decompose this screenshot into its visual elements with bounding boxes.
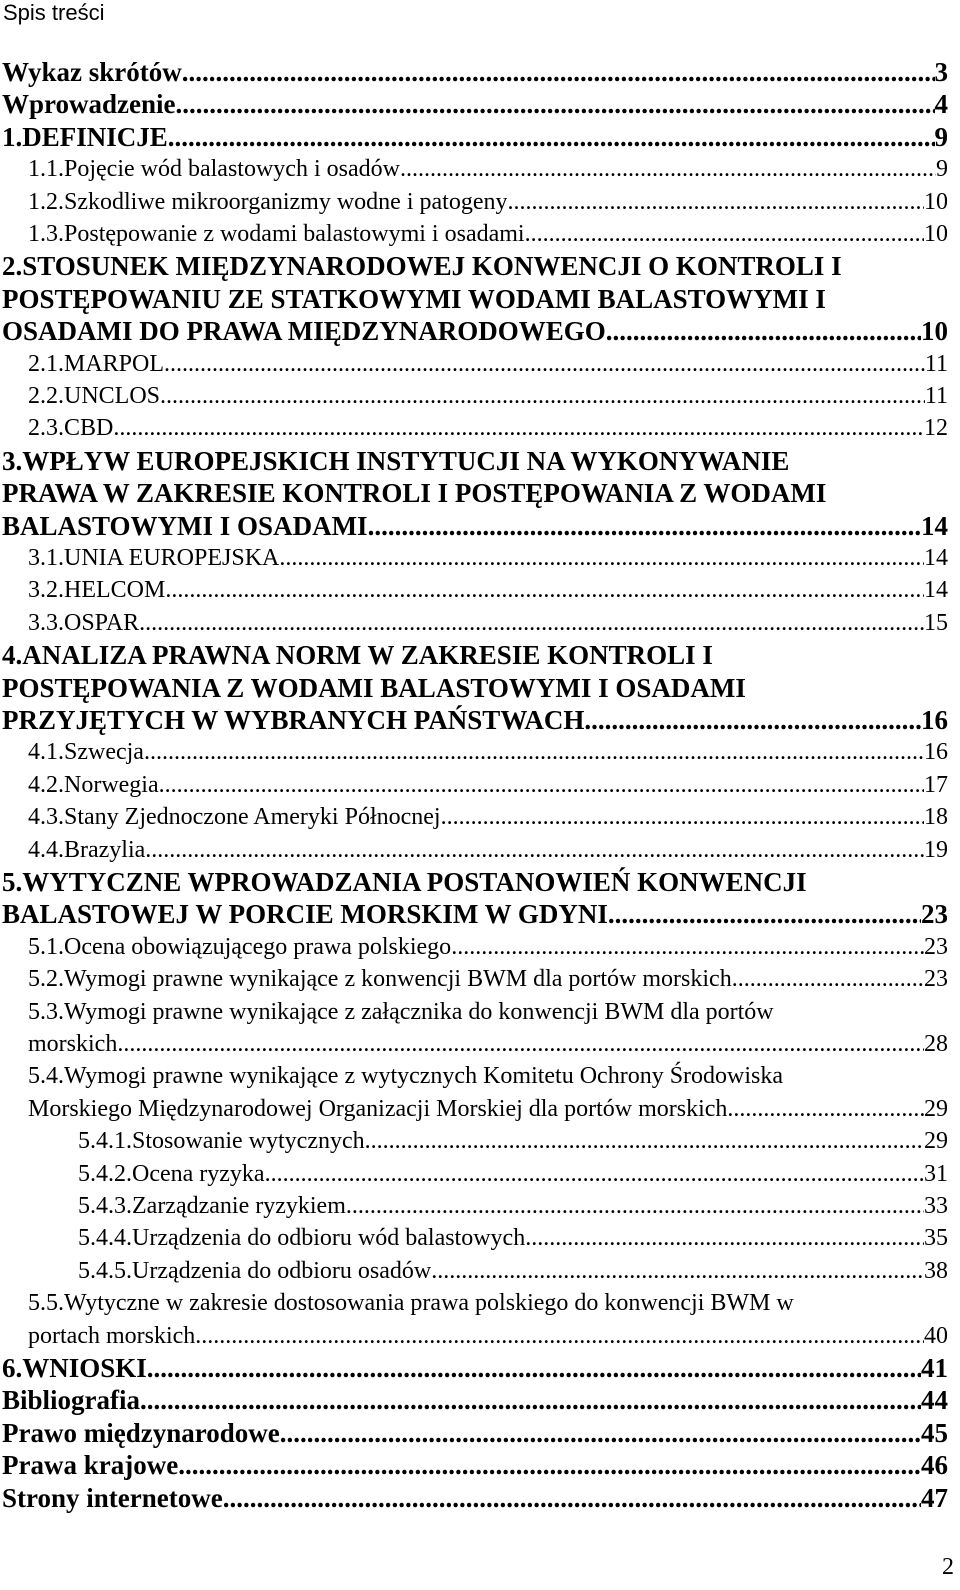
toc-entry-number: 5.4.	[28, 1063, 64, 1089]
toc-entry-title: Wytyczne w zakresie dostosowania prawa polskiego do konwencji BWM w	[64, 1290, 794, 1316]
toc-entry-title: HELCOM	[64, 577, 166, 603]
toc-entry[interactable]	[28, 801, 948, 833]
toc-entry-page: 19	[924, 837, 948, 863]
toc-entry[interactable]	[2, 510, 948, 542]
toc-entry-page: 40	[924, 1323, 948, 1349]
toc-entry-title: Szwecja	[64, 739, 144, 765]
toc-entry-page: 11	[924, 383, 948, 409]
toc-entry-title: Strony internetowe	[2, 1483, 223, 1513]
toc-entry-number: 3.3.	[28, 610, 64, 636]
toc-entry-page: 31	[924, 1161, 948, 1187]
toc-entry-title: Wymogi prawne wynikające z konwencji BWM dla portów morskich	[64, 966, 732, 992]
toc-entry-title: Prawa krajowe	[2, 1450, 179, 1480]
toc-entry-page: 14	[924, 545, 948, 571]
toc-entry-title: Prawo międzynarodowe	[2, 1418, 280, 1448]
toc-leader-dots	[584, 704, 921, 736]
toc-entry-number: 1.3.	[28, 221, 64, 247]
toc-entry-title: BALASTOWYMI I OSADAMI	[2, 511, 368, 541]
toc-leader-dots	[139, 607, 924, 639]
toc-entry-page: 23	[924, 934, 948, 960]
toc-entry-title: MARPOL	[64, 351, 165, 377]
toc-entry-title: portach morskich	[28, 1323, 196, 1349]
toc-entry-title: Wykaz skrótów	[2, 57, 182, 87]
toc-entry-line	[2, 445, 789, 477]
toc-entry-line	[2, 250, 842, 282]
toc-entry-number: 3.1.	[28, 545, 64, 571]
toc-entry[interactable]	[28, 769, 948, 801]
toc-entry-number: 5.4.5.	[78, 1258, 132, 1284]
toc-entry-line	[2, 672, 746, 704]
toc-entry-page: 12	[924, 415, 948, 441]
toc-entry-number: 4.	[2, 640, 23, 670]
toc-entry-page: 33	[924, 1193, 948, 1219]
toc-leader-dots	[140, 1384, 921, 1416]
toc-entry-title: OSPAR	[64, 610, 140, 636]
toc-entry[interactable]	[28, 542, 948, 574]
toc-entry-title: CBD	[64, 415, 114, 441]
toc-leader-dots	[145, 834, 924, 866]
toc-leader-dots	[176, 88, 935, 120]
toc-leader-dots	[144, 736, 924, 768]
toc-entry-line	[2, 477, 826, 509]
toc-entry-page: 16	[921, 705, 948, 735]
toc-entry[interactable]	[78, 1125, 948, 1157]
toc-leader-dots	[606, 315, 921, 347]
toc-entry-number: 3.	[2, 446, 23, 476]
toc-entry[interactable]	[2, 1449, 948, 1481]
toc-entry-page: 41	[921, 1353, 948, 1383]
toc-entry[interactable]	[28, 348, 948, 380]
toc-entry-page: 28	[924, 1031, 948, 1057]
toc-entry-number: 3.2.	[28, 577, 64, 603]
toc-entry-page: 9	[936, 156, 948, 182]
toc-entry-title: WNIOSKI	[22, 1353, 147, 1383]
toc-entry-number: 5.	[2, 867, 23, 897]
toc-entry-title: Zarządzanie ryzykiem	[132, 1193, 346, 1219]
toc-entry-page: 44	[921, 1385, 948, 1415]
toc-leader-dots	[164, 348, 925, 380]
toc-leader-dots	[147, 1352, 921, 1384]
toc-entry-title: Ocena obowiązującego prawa polskiego	[64, 934, 452, 960]
toc-entry-page: 10	[924, 221, 948, 247]
toc-leader-dots	[165, 574, 924, 606]
toc-entry[interactable]	[28, 834, 948, 866]
toc-leader-dots	[451, 931, 924, 963]
toc-entry-number: 1.	[2, 122, 23, 152]
toc-entry-number: 5.4.3.	[78, 1193, 132, 1219]
toc-entry-number: 5.2.	[28, 966, 64, 992]
toc-entry-number: 4.4.	[28, 837, 64, 863]
toc-entry-page: 18	[924, 804, 948, 830]
toc-entry-page: 29	[924, 1096, 948, 1122]
toc-entry-title: Postępowanie z wodami balastowymi i osadami	[64, 221, 525, 247]
toc-entry[interactable]	[2, 88, 948, 120]
toc-leader-dots	[265, 1158, 924, 1190]
toc-entry-number: 4.1.	[28, 739, 64, 765]
toc-entry-page: 14	[924, 577, 948, 603]
toc-leader-dots	[178, 1449, 921, 1481]
toc-entry-page: 14	[921, 511, 948, 541]
toc-entry-title: DEFINICJE	[22, 122, 168, 152]
toc-leader-dots	[346, 1190, 924, 1222]
toc-entry-line	[2, 283, 826, 315]
toc-entry[interactable]	[28, 186, 948, 218]
toc-entry-line	[28, 996, 774, 1028]
toc-entry-number: 2.	[2, 251, 23, 281]
toc-entry[interactable]	[2, 1352, 948, 1384]
toc-entry-title: UNIA EUROPEJSKA	[64, 545, 280, 571]
toc-entry-title: Urządzenia do odbioru wód balastowych	[132, 1225, 526, 1251]
toc-entry-number: 5.5.	[28, 1290, 64, 1316]
toc-leader-dots	[507, 186, 924, 218]
toc-leader-dots	[279, 542, 924, 574]
toc-entry-number: 4.3.	[28, 804, 64, 830]
toc-entry-title: STOSUNEK MIĘDZYNARODOWEJ KONWENCJI O KONTROLI I	[22, 251, 842, 281]
toc-entry-title: Pojęcie wód balastowych i osadów	[64, 156, 400, 182]
toc-entry[interactable]	[78, 1190, 948, 1222]
toc-entry-number: 5.4.1.	[78, 1128, 132, 1154]
toc-entry-number: 5.4.4.	[78, 1225, 132, 1251]
toc-entry[interactable]	[28, 380, 948, 412]
toc-entry[interactable]	[28, 1093, 948, 1125]
toc-entry-title: WYTYCZNE WPROWADZANIA POSTANOWIEŃ KONWENCJI	[22, 867, 807, 897]
toc-entry[interactable]	[2, 56, 948, 88]
toc-entry-title: Wymogi prawne wynikające z wytycznych Komitetu Ochrony Środowiska	[64, 1063, 784, 1089]
page-number: 2	[942, 1554, 954, 1580]
toc-entry-page: 4	[934, 89, 948, 119]
toc-entry[interactable]	[28, 412, 948, 444]
toc-entry[interactable]	[28, 218, 948, 250]
toc-leader-dots	[400, 153, 936, 185]
toc-entry[interactable]	[78, 1222, 948, 1254]
toc-entry-number: 2.2.	[28, 383, 64, 409]
toc-leader-dots	[159, 769, 924, 801]
toc-entry[interactable]	[2, 898, 948, 930]
toc-leader-dots	[182, 56, 935, 88]
toc-entry[interactable]	[2, 315, 948, 347]
toc-entry-title: morskich	[28, 1031, 118, 1057]
toc-entry[interactable]	[78, 1255, 948, 1287]
toc-leader-dots	[168, 121, 935, 153]
toc-leader-dots	[368, 510, 921, 542]
toc-entry[interactable]	[2, 121, 948, 153]
toc-entry[interactable]	[2, 704, 948, 736]
toc-leader-dots	[113, 412, 924, 444]
toc-entry[interactable]	[2, 1482, 948, 1514]
toc-entry[interactable]	[28, 963, 948, 995]
toc-entry-page: 38	[924, 1258, 948, 1284]
toc-leader-dots	[727, 1093, 924, 1125]
toc-entry-title: Wymogi prawne wynikające z załącznika do konwencji BWM dla portów	[64, 999, 774, 1025]
toc-entry-page: 23	[924, 966, 948, 992]
toc-leader-dots	[525, 1222, 924, 1254]
toc-entry-title: Stany Zjednoczone Ameryki Północnej	[64, 804, 441, 830]
toc-entry-page: 45	[921, 1418, 948, 1448]
toc-entry-page: 23	[921, 899, 948, 929]
toc-entry-page: 46	[921, 1450, 948, 1480]
toc-leader-dots	[223, 1482, 921, 1514]
toc-entry-page: 9	[934, 122, 948, 152]
toc-leader-dots	[608, 898, 921, 930]
toc-leader-dots	[441, 801, 924, 833]
toc-entry-title: Ocena ryzyka	[132, 1161, 265, 1187]
toc-leader-dots	[365, 1125, 924, 1157]
toc-entry-title: Stosowanie wytycznych	[132, 1128, 365, 1154]
toc-leader-dots	[525, 218, 924, 250]
toc-entry[interactable]	[78, 1158, 948, 1190]
toc-entry-page: 16	[924, 739, 948, 765]
toc-entry-number: 5.1.	[28, 934, 64, 960]
toc-entry-title: BALASTOWEJ W PORCIE MORSKIM W GDYNI	[2, 899, 608, 929]
toc-leader-dots	[117, 1028, 924, 1060]
toc-entry-title: Wprowadzenie	[2, 89, 176, 119]
toc-entry-title: Bibliografia	[2, 1385, 141, 1415]
toc-entry-number: 2.3.	[28, 415, 64, 441]
toc-entry-page: 10	[924, 189, 948, 215]
toc-entry-line	[28, 1287, 794, 1319]
toc-entry-title: OSADAMI DO PRAWA MIĘDZYNARODOWEGO	[2, 316, 606, 346]
toc-entry[interactable]	[28, 607, 948, 639]
toc-entry[interactable]	[2, 1417, 948, 1449]
toc-entry[interactable]	[28, 153, 948, 185]
toc-entry-title: ANALIZA PRAWNA NORM W ZAKRESIE KONTROLI I	[22, 640, 713, 670]
toc-entry-title: Brazylia	[64, 837, 146, 863]
toc-leader-dots	[195, 1320, 924, 1352]
toc-entry-number: 1.1.	[28, 156, 64, 182]
toc-entry-number: 6.	[2, 1353, 23, 1383]
toc-entry-number: 1.2.	[28, 189, 64, 215]
toc-entry-line	[2, 866, 807, 898]
toc-entry[interactable]	[28, 1028, 948, 1060]
page-title: Spis treści	[3, 0, 105, 25]
toc-entry-page: 15	[924, 610, 948, 636]
toc-entry-title: POSTĘPOWANIU ZE STATKOWYMI WODAMI BALASTOWYMI I	[2, 284, 826, 314]
toc-leader-dots	[280, 1417, 921, 1449]
toc-leader-dots	[732, 963, 924, 995]
toc-entry[interactable]	[28, 931, 948, 963]
toc-entry-number: 5.3.	[28, 999, 64, 1025]
toc-entry-line	[2, 639, 713, 671]
toc-entry-page: 47	[921, 1483, 948, 1513]
toc-entry-line	[28, 1060, 783, 1092]
toc-entry-title: PRZYJĘTYCH W WYBRANYCH PAŃSTWACH	[2, 705, 585, 735]
toc-entry-page: 29	[924, 1128, 948, 1154]
toc-entry[interactable]	[28, 574, 948, 606]
toc-entry-title: WPŁYW EUROPEJSKICH INSTYTUCJI NA WYKONYWANIE	[22, 446, 790, 476]
toc-entry-page: 11	[924, 351, 948, 377]
toc-entry-page: 17	[924, 772, 948, 798]
toc-entry-number: 5.4.2.	[78, 1161, 132, 1187]
toc-entry-title: Szkodliwe mikroorganizmy wodne i patogeny	[64, 189, 508, 215]
toc-leader-dots	[431, 1255, 924, 1287]
toc-entry-page: 10	[921, 316, 948, 346]
toc-entry-title: POSTĘPOWANIA Z WODAMI BALASTOWYMI I OSADAMI	[2, 673, 746, 703]
toc-entry-title: PRAWA W ZAKRESIE KONTROLI I POSTĘPOWANIA Z WODAMI	[2, 478, 827, 508]
toc-entry-page: 3	[934, 57, 948, 87]
toc-leader-dots	[160, 380, 925, 412]
toc-entry-title: Norwegia	[64, 772, 159, 798]
toc-entry[interactable]	[28, 736, 948, 768]
toc-entry-page: 35	[924, 1225, 948, 1251]
toc-entry-title: Morskiego Międzynarodowej Organizacji Morskiej dla portów morskich	[28, 1096, 728, 1122]
toc-entry-title: Urządzenia do odbioru osadów	[132, 1258, 432, 1284]
toc-entry-number: 2.1.	[28, 351, 64, 377]
toc-entry[interactable]	[28, 1320, 948, 1352]
toc-entry[interactable]	[2, 1384, 948, 1416]
toc-entry-title: UNCLOS	[64, 383, 161, 409]
toc-entry-number: 4.2.	[28, 772, 64, 798]
